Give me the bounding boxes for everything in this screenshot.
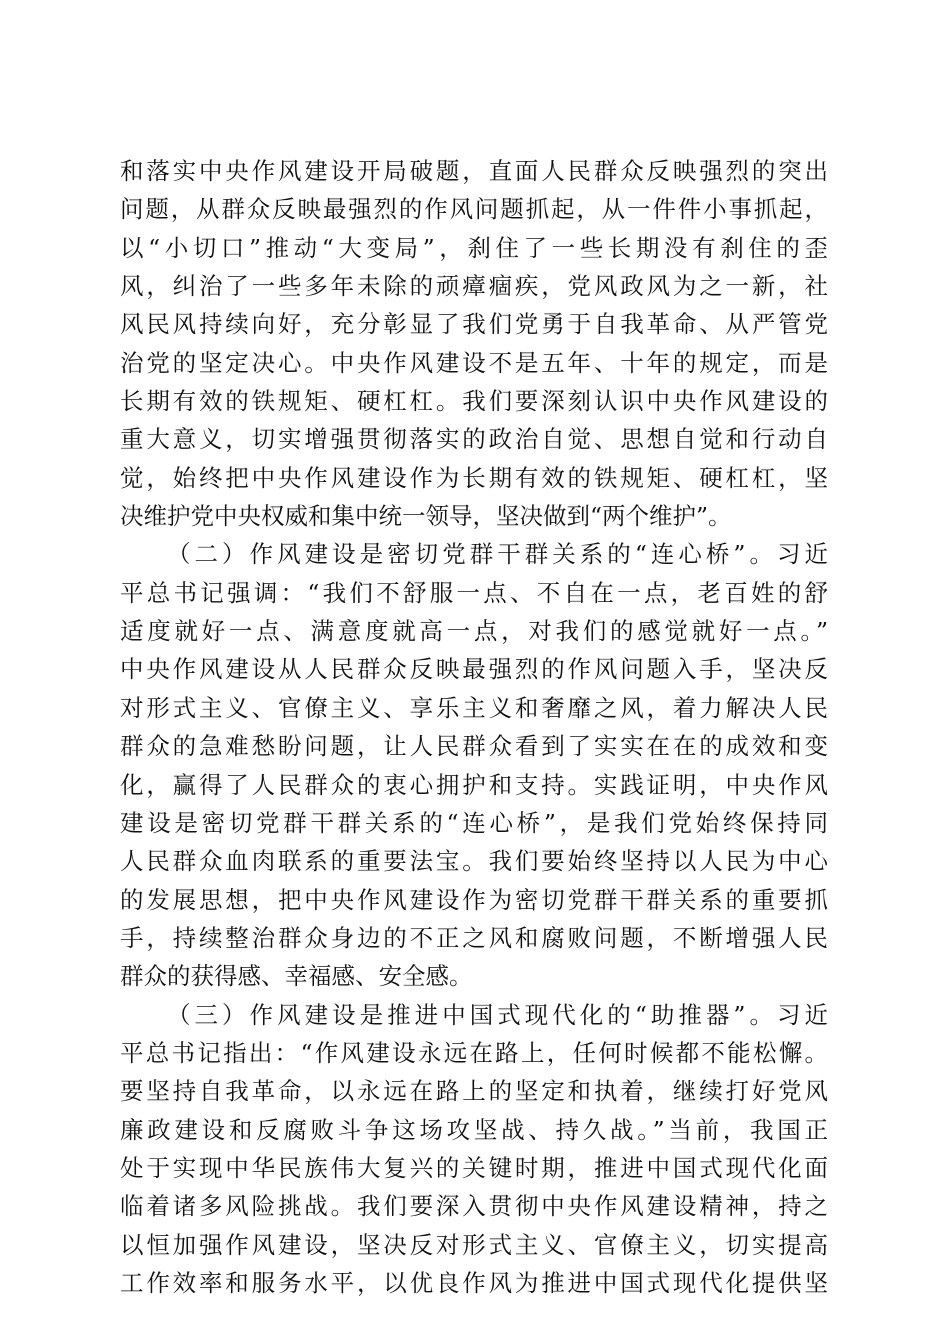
text-line: 平总书记指出：“作风建设永远在路上，任何时候都不能松懈。 bbox=[120, 1038, 828, 1067]
text-line: 对形式主义、官僚主义、享乐主义和奢靡之风，着力解决人民 bbox=[120, 693, 828, 722]
section-heading-line: （二）作风建设是密切党群干群关系的“连心桥”。习近 bbox=[167, 540, 828, 569]
text-line: 的发展思想，把中央作风建设作为密切党群干群关系的重要抓 bbox=[120, 885, 828, 914]
text-line: 以恒加强作风建设，坚决反对形式主义、官僚主义，切实提高 bbox=[120, 1230, 828, 1259]
text-line: 中央作风建设从人民群众反映最强烈的作风问题入手，坚决反 bbox=[120, 655, 828, 684]
text-line: 以“小切口”推动“大变局”，刹住了一些长期没有刹住的歪 bbox=[120, 233, 828, 262]
text-line: 长期有效的铁规矩、硬杠杠。我们要深刻认识中央作风建设的 bbox=[120, 387, 828, 416]
text-line: 重大意义，切实增强贯彻落实的政治自觉、思想自觉和行动自 bbox=[120, 425, 828, 454]
text-line: 手，持续整治群众身边的不正之风和腐败问题，不断增强人民 bbox=[120, 923, 828, 952]
text-line: 群众的急难愁盼问题，让人民群众看到了实实在在的成效和变 bbox=[120, 732, 828, 761]
text-line: 要坚持自我革命，以永远在路上的坚定和执着，继续打好党风 bbox=[120, 1077, 828, 1106]
text-line: 人民群众血肉联系的重要法宝。我们要始终坚持以人民为中心 bbox=[120, 847, 828, 876]
text-line: 决维护党中央权威和集中统一领导，坚决做到“两个维护”。 bbox=[120, 502, 732, 531]
text-line: 临着诸多风险挑战。我们要深入贯彻中央作风建设精神，持之 bbox=[120, 1192, 828, 1221]
text-line: 觉，始终把中央作风建设作为长期有效的铁规矩、硬杠杠，坚 bbox=[120, 463, 828, 492]
text-line: 风民风持续向好，充分彰显了我们党勇于自我革命、从严管党 bbox=[120, 310, 828, 339]
text-line: 平总书记强调：“我们不舒服一点、不自在一点，老百姓的舒 bbox=[120, 578, 828, 607]
text-line: 问题，从群众反映最强烈的作风问题抓起，从一件件小事抓起， bbox=[120, 195, 828, 224]
section-heading-line: （三）作风建设是推进中国式现代化的“助推器”。习近 bbox=[167, 1000, 828, 1029]
text-line: 适度就好一点、满意度就高一点，对我们的感觉就好一点。” bbox=[120, 617, 828, 646]
text-line: 廉政建设和反腐败斗争这场攻坚战、持久战。”当前，我国正 bbox=[120, 1115, 828, 1144]
text-line: 风，纠治了一些多年未除的顽瘴痼疾，党风政风为之一新，社 bbox=[120, 272, 828, 301]
text-line: 建设是密切党群干群关系的“连心桥”，是我们党始终保持同 bbox=[120, 808, 828, 837]
text-line: 群众的获得感、幸福感、安全感。 bbox=[120, 962, 473, 991]
text-line: 和落实中央作风建设开局破题，直面人民群众反映强烈的突出 bbox=[120, 157, 828, 185]
text-line: 化，赢得了人民群众的衷心拥护和支持。实践证明，中央作风 bbox=[120, 770, 828, 799]
body-text bbox=[120, 152, 828, 1302]
text-line: 治党的坚定决心。中央作风建设不是五年、十年的规定，而是 bbox=[120, 348, 828, 377]
text-line: 工作效率和服务水平，以优良作风为推进中国式现代化提供坚 bbox=[120, 1268, 828, 1297]
text-line: 处于实现中华民族伟大复兴的关键时期，推进中国式现代化面 bbox=[120, 1153, 828, 1182]
